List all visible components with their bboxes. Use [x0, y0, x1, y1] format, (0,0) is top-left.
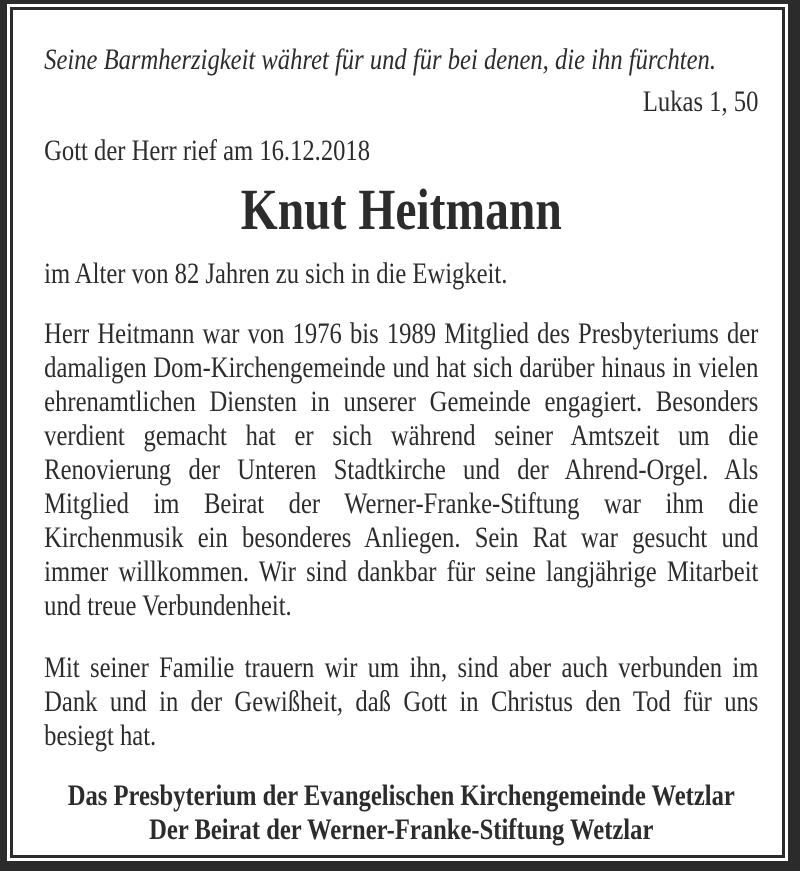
age-line: im Alter von 82 Jahren zu sich in die Ewigkeit.	[44, 257, 508, 290]
death-announcement-line: Gott der Herr rief am 16.12.2018	[44, 134, 371, 167]
signatures-block	[44, 779, 758, 847]
deceased-name: Knut Heitmann	[240, 177, 562, 242]
scripture-reference: Lukas 1, 50	[642, 85, 759, 118]
obituary-notice	[13, 10, 782, 847]
scripture-quote: Seine Barmherzigkeit währet für und für bei denen, die ihn fürchten.	[44, 43, 716, 76]
signature-presbyterium: Das Presbyterium der Evangelischen Kirchengemeinde Wetzlar	[67, 779, 735, 812]
notice-paper	[7, 4, 788, 861]
signature-beirat: Der Beirat der Werner-Franke-Stiftung Wetzlar	[149, 813, 654, 846]
notice-inner-frame	[10, 7, 785, 858]
obituary-paragraph: Herr Heitmann war von 1976 bis 1989 Mitglied des Presbyteriums der damaligen Dom-Kirchengemeinde und hat sich darüber hinaus in vielen ehrenamtlichen Diensten in unserer Gemeinde engagiert. Besonders verdient gemacht hat er sich während seiner Amtszeit um die Renovierung der Unteren Stadtkirche und der Ahrend-Orgel. Als Mitglied im Beirat der Werner-Franke-Stiftung war ihm die Kirchenmusik ein besonderes Anliegen. Sein Rat war gesucht und immer willkommen. Wir sind dankbar für seine langjährige Mitarbeit und treue Verbundenheit.	[44, 317, 759, 622]
condolence-paragraph: Mit seiner Familie trauern wir um ihn, sind aber auch verbunden im Dank und in der Gewißheit, daß Gott in Christus den Tod für uns besiegt hat.	[44, 651, 759, 752]
